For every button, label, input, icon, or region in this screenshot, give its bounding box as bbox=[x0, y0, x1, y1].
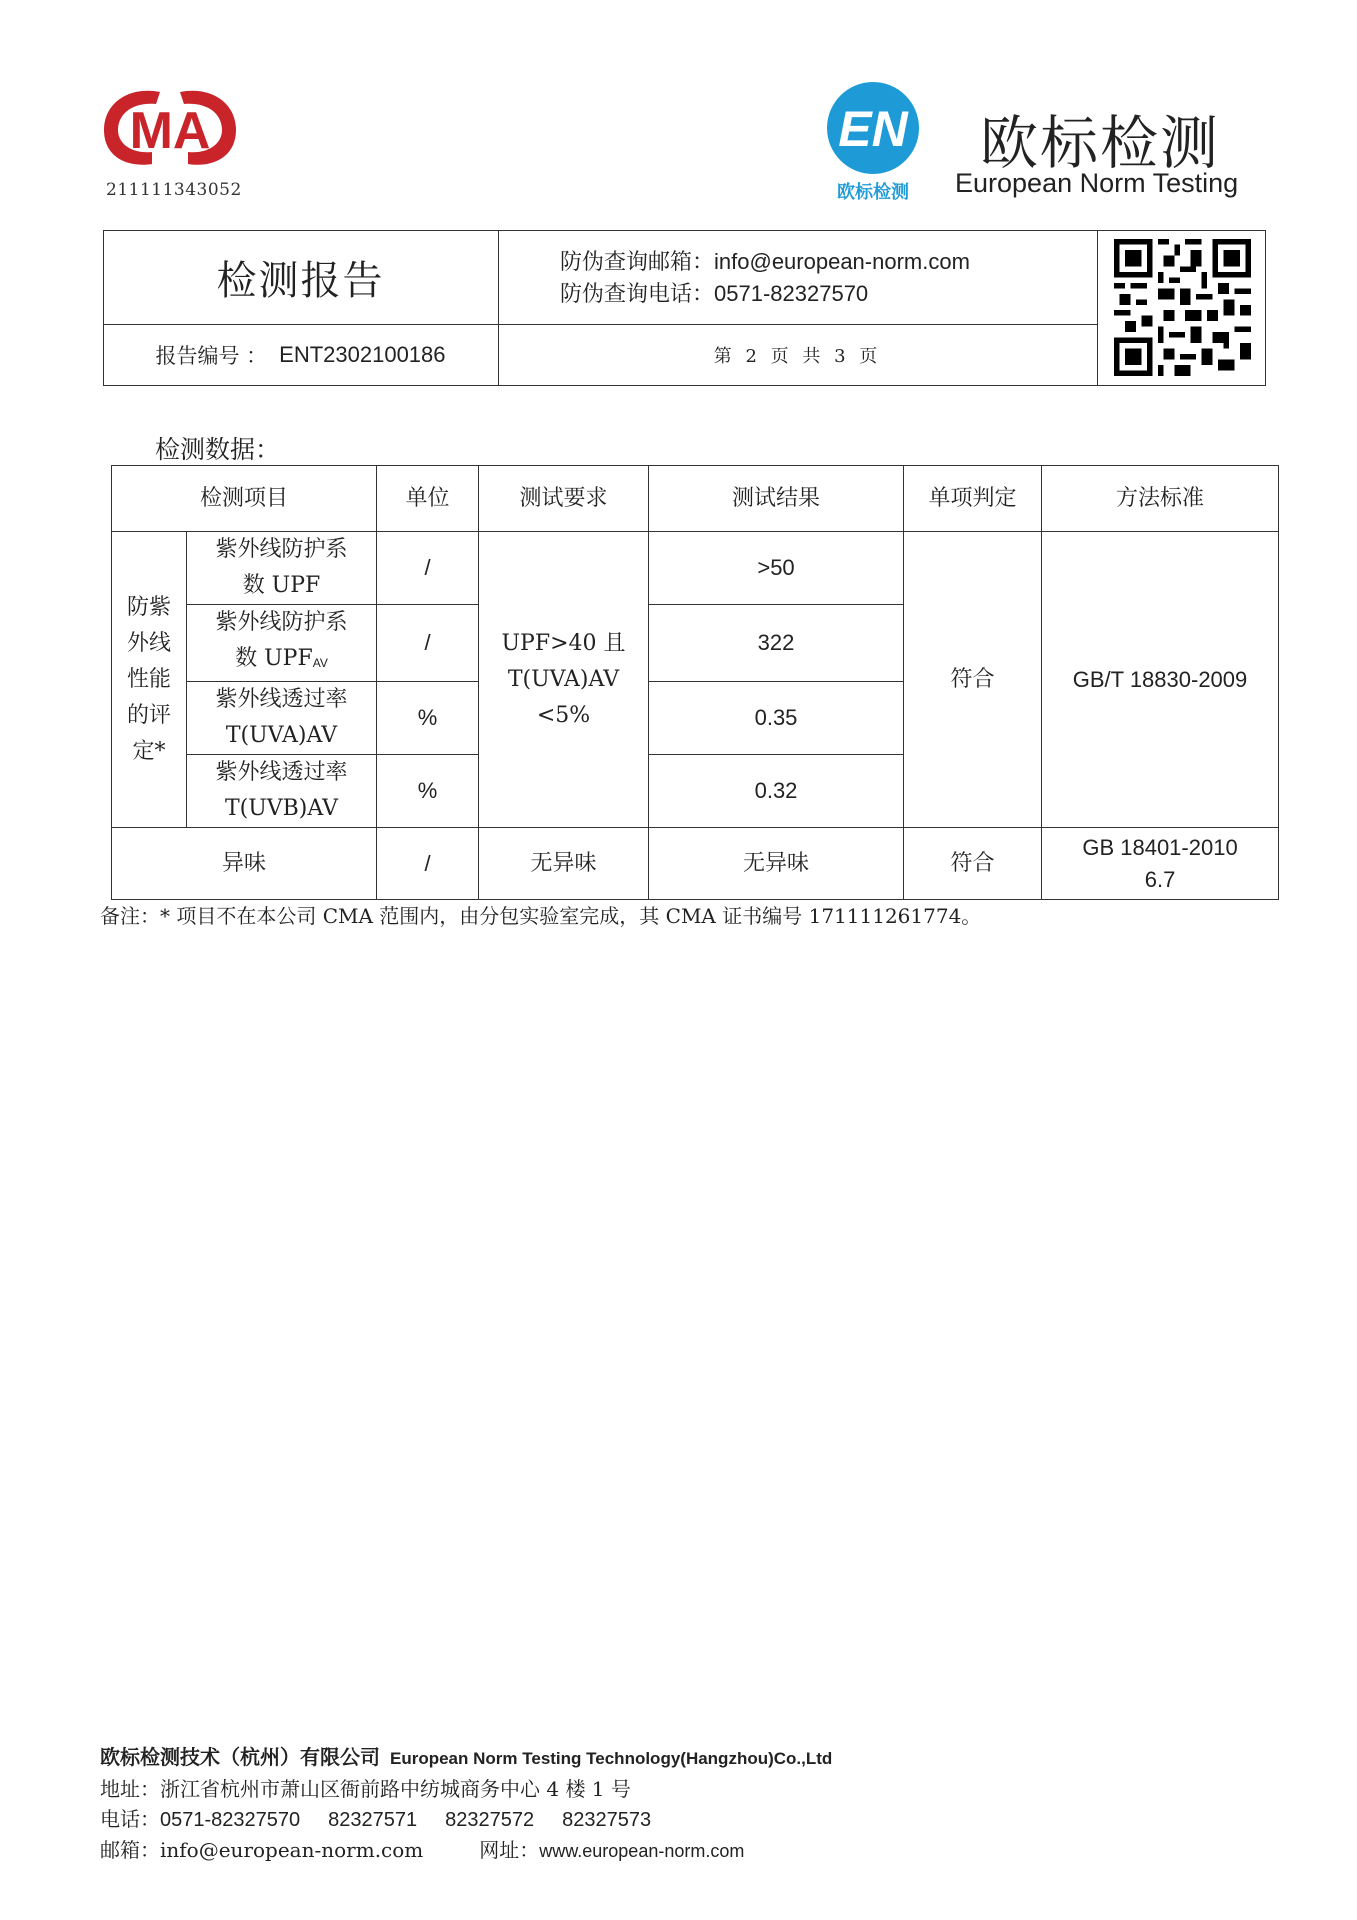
divider bbox=[1097, 230, 1098, 386]
table-row bbox=[112, 532, 1279, 605]
anti-fake-phone: 0571-82327570 bbox=[714, 281, 869, 306]
item-cell bbox=[187, 682, 377, 755]
anti-fake-contact bbox=[560, 246, 970, 310]
requirement-cell: 无异味 bbox=[479, 828, 649, 900]
svg-text:EN: EN bbox=[838, 101, 908, 157]
column-header: 检测项目 bbox=[112, 466, 377, 532]
email-label: 邮箱： bbox=[100, 1838, 160, 1862]
company-name-cn: 欧标检测技术（杭州）有限公司 bbox=[100, 1745, 380, 1769]
phone-number: 82327573 bbox=[562, 1809, 652, 1831]
column-header: 单项判定 bbox=[904, 466, 1042, 532]
column-header: 测试结果 bbox=[649, 466, 904, 532]
report-title: 检测报告 bbox=[216, 257, 385, 304]
unit-cell: / bbox=[377, 828, 479, 900]
standard-cell bbox=[1042, 828, 1279, 900]
phone-label: 防伪查询电话： bbox=[560, 282, 715, 307]
table-header-row bbox=[112, 466, 1279, 532]
footer-email[interactable]: info@european-norm.com bbox=[160, 1838, 424, 1862]
unit-cell: / bbox=[377, 605, 479, 682]
result-cell: 无异味 bbox=[649, 828, 904, 900]
requirement-cell bbox=[479, 532, 649, 828]
report-number bbox=[103, 324, 498, 386]
verdict-cell: 符合 bbox=[904, 828, 1042, 900]
email-label: 防伪查询邮箱： bbox=[560, 250, 715, 275]
report-number-label: 报告编号 ： bbox=[155, 344, 268, 368]
column-header: 单位 bbox=[377, 466, 479, 532]
section-title: 检测数据： bbox=[155, 435, 281, 464]
item-cell bbox=[187, 532, 377, 605]
table-row bbox=[112, 828, 1279, 900]
company-name-en: European Norm Testing Technology(Hangzhou)Co.,Ltd bbox=[390, 1749, 833, 1768]
column-header: 测试要求 bbox=[479, 466, 649, 532]
item-cell: 异味 bbox=[112, 828, 377, 900]
svg-text:MA: MA bbox=[129, 102, 211, 160]
qr-code[interactable] bbox=[1114, 239, 1251, 376]
result-cell: >50 bbox=[649, 532, 904, 605]
item-cell bbox=[187, 755, 377, 828]
unit-cell: % bbox=[377, 682, 479, 755]
brand-name-en: European Norm Testing bbox=[955, 168, 1239, 198]
page-info: 第 2 页 共 3 页 bbox=[713, 346, 882, 367]
anti-fake-email[interactable]: info@european-norm.com bbox=[714, 249, 970, 274]
en-logo bbox=[823, 80, 923, 204]
test-data-table bbox=[111, 465, 1279, 900]
cma-logo bbox=[100, 82, 240, 176]
item-subscript: AV bbox=[312, 656, 328, 670]
item-name: 紫外线透过率 T(UVA)AV bbox=[215, 687, 348, 748]
website-link[interactable]: www.european-norm.com bbox=[539, 1841, 745, 1861]
group-label: 防紫外线性能的评定* bbox=[126, 594, 171, 764]
cma-number: 211111343052 bbox=[106, 180, 242, 200]
verdict-cell: 符合 bbox=[904, 532, 1042, 828]
address: 浙江省杭州市萧山区衙前路中纺城商务中心 4 楼 1 号 bbox=[160, 1777, 631, 1801]
web-label: 网址： bbox=[479, 1838, 540, 1862]
report-number-value: ENT2302100186 bbox=[279, 342, 446, 367]
result-cell: 322 bbox=[649, 605, 904, 682]
column-header: 方法标准 bbox=[1042, 466, 1279, 532]
item-name: 紫外线防护系数 UPF bbox=[215, 610, 348, 671]
result-cell: 0.35 bbox=[649, 682, 904, 755]
requirement-text: UPF>40 且 T(UVA)AV <5% bbox=[501, 630, 626, 728]
standard-cell: GB/T 18830-2009 bbox=[1042, 532, 1279, 828]
item-cell bbox=[187, 605, 377, 682]
result-cell: 0.32 bbox=[649, 755, 904, 828]
phone-number: 82327572 bbox=[445, 1809, 535, 1831]
note: 备注：* 项目不在本公司 CMA 范围内，由分包实验室完成，其 CMA 证书编号 171111261774。 bbox=[100, 904, 982, 928]
footer bbox=[100, 1742, 832, 1866]
group-label-cell bbox=[112, 532, 187, 828]
phone-label: 电话： bbox=[100, 1807, 160, 1831]
standard-text: GB 18401-2010 6.7 bbox=[1082, 834, 1238, 892]
unit-cell: % bbox=[377, 755, 479, 828]
brand-name-cn: 欧标检测 bbox=[980, 109, 1221, 177]
unit-cell: / bbox=[377, 532, 479, 605]
item-name: 紫外线防护系数 UPF bbox=[215, 537, 348, 598]
phone-number: 82327571 bbox=[328, 1809, 418, 1831]
phone-number: 0571-82327570 bbox=[160, 1809, 301, 1831]
en-logo-caption: 欧标检测 bbox=[837, 182, 909, 203]
address-label: 地址： bbox=[100, 1777, 160, 1801]
item-name: 紫外线透过率 T(UVB)AV bbox=[215, 760, 348, 821]
